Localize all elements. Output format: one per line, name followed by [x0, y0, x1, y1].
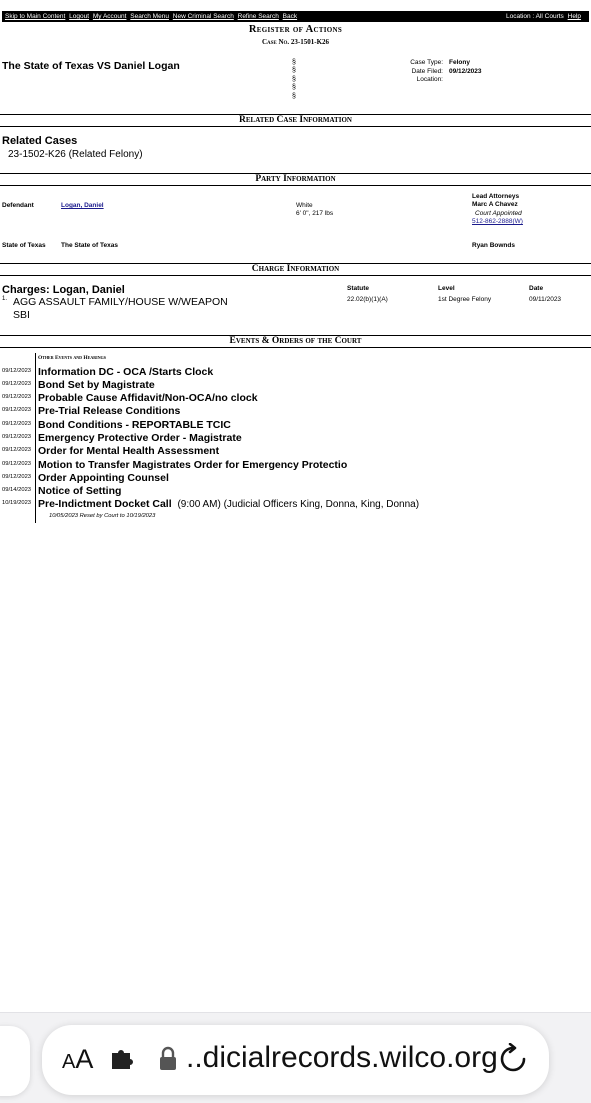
lock-icon [158, 1046, 178, 1072]
event-date: 09/12/2023 [2, 381, 32, 387]
top-nav-links [5, 13, 299, 20]
attorney-note: Court Appointed [475, 210, 522, 217]
event-text: Order for Mental Health Assessment [38, 445, 220, 457]
related-case-item: 23-1502-K26 (Related Felony) [8, 149, 143, 160]
text-size-icon[interactable]: AA [62, 1044, 94, 1074]
charge-description-line: SBI [13, 309, 30, 321]
defendant-name-link[interactable]: Logan, Daniel [61, 202, 104, 209]
defendant-physical: 6' 0", 217 lbs [296, 210, 334, 217]
skip-to-main-link[interactable]: Skip to Main Content [5, 13, 66, 20]
section-mark: § [292, 92, 296, 100]
related-case-section-header: Related Case Information [0, 114, 591, 127]
top-nav-right [506, 13, 583, 20]
event-text: Motion to Transfer Magistrates Order for Emergency Protectio [38, 459, 348, 471]
event-row [0, 379, 591, 392]
event-row [0, 445, 591, 458]
event-date: 09/12/2023 [2, 461, 32, 467]
event-date: 10/19/2023 [2, 500, 32, 506]
date-filed-label: Date Filed: [411, 67, 443, 75]
section-mark: § [292, 59, 296, 66]
section-marks [292, 59, 296, 101]
defendant-role: Defendant [2, 202, 34, 209]
case-number: Case No. 23-1501-K26 [261, 38, 330, 46]
charge-description-line: AGG ASSAULT FAMILY/HOUSE W/WEAPON [13, 296, 228, 308]
state-role: State of Texas [2, 242, 46, 249]
charge-number: 1. [2, 296, 8, 302]
location-label: Location : All Courts [506, 13, 564, 20]
event-date: 09/12/2023 [2, 368, 32, 374]
event-text: Notice of Setting [38, 485, 122, 497]
event-date: 09/12/2023 [2, 407, 32, 413]
charge-level: 1st Degree Felony [438, 296, 492, 303]
page-title: Register of Actions [248, 24, 343, 35]
section-mark: § [292, 75, 296, 83]
case-info-values [449, 59, 482, 76]
my-account-link[interactable]: My Account [92, 13, 127, 20]
party-section-header: Party Information [0, 173, 591, 186]
charges-heading: Charges: Logan, Daniel [2, 284, 125, 296]
event-text: Pre-Trial Release Conditions [38, 405, 181, 417]
previous-tab-preview[interactable] [0, 1026, 30, 1096]
state-attorney: Ryan Bownds [472, 242, 515, 249]
state-name: The State of Texas [61, 242, 118, 249]
new-criminal-search-link[interactable]: New Criminal Search [172, 13, 234, 20]
event-date: 09/14/2023 [2, 487, 32, 493]
search-menu-link[interactable]: Search Menu [130, 13, 169, 20]
section-mark: § [292, 67, 296, 75]
event-row [0, 459, 591, 472]
case-info-labels [410, 59, 443, 85]
event-date: 09/12/2023 [2, 447, 32, 453]
event-title: Pre-Indictment Docket Call [38, 498, 172, 510]
help-link[interactable]: Help [567, 13, 581, 20]
logout-link[interactable]: Logout [69, 13, 90, 20]
event-text: Bond Set by Magistrate [38, 379, 155, 391]
date-column-header: Date [529, 285, 544, 292]
event-row [0, 366, 591, 379]
statute-column-header: Statute [347, 285, 370, 292]
event-row [0, 419, 591, 432]
defendant-race: White [296, 202, 313, 209]
event-row [0, 392, 591, 405]
event-text [38, 498, 419, 510]
event-row [0, 498, 591, 511]
related-cases-heading: Related Cases [2, 135, 78, 147]
level-column-header: Level [438, 285, 455, 292]
refine-search-link[interactable]: Refine Search [237, 13, 279, 20]
charge-section-header: Charge Information [0, 263, 591, 276]
date-filed-value: 09/12/2023 [449, 67, 482, 75]
event-row [0, 485, 591, 498]
section-mark: § [292, 84, 296, 92]
event-text: Emergency Protective Order - Magistrate [38, 432, 242, 444]
charge-description [13, 296, 228, 322]
event-date: 09/12/2023 [2, 421, 32, 427]
event-text: Order Appointing Counsel [38, 472, 169, 484]
case-type-value: Felony [449, 59, 470, 66]
reload-icon[interactable] [498, 1043, 528, 1075]
charge-statute: 22.02(b)(1)(A) [347, 296, 388, 303]
top-nav-bar [2, 11, 589, 22]
location-field-label: Location: [416, 76, 443, 83]
charge-date: 09/11/2023 [529, 296, 562, 303]
event-date: 09/12/2023 [2, 474, 32, 480]
case-type-label: Case Type: [410, 59, 443, 66]
event-row [0, 432, 591, 445]
case-name: The State of Texas VS Daniel Logan [2, 60, 180, 72]
attorney-name: Marc A Chavez [472, 201, 518, 208]
puzzle-icon[interactable] [108, 1045, 136, 1073]
event-text: Bond Conditions - REPORTABLE TCIC [38, 419, 231, 431]
event-text: Probable Cause Affidavit/Non-OCA/no clock [38, 392, 258, 404]
attorney-phone-link[interactable]: 512-862-2888(W) [472, 218, 523, 225]
lead-attorneys-label: Lead Attorneys [472, 193, 520, 200]
events-subheading: Other Events and Hearings [38, 355, 106, 361]
event-row [0, 472, 591, 485]
events-section-header: Events & Orders of the Court [0, 335, 591, 348]
event-date: 09/12/2023 [2, 394, 32, 400]
event-row [0, 405, 591, 418]
url-text[interactable]: ​..dicialrecords.wilco.org [186, 1041, 498, 1074]
event-extra: (9:00 AM) (Judicial Officers King, Donna, King, Donna) [177, 499, 420, 510]
event-text: Information DC - OCA /Starts Clock [38, 366, 214, 378]
back-link[interactable]: Back [282, 13, 298, 20]
event-reset-note: 10/05/2023 Reset by Court to 10/19/2023 [49, 513, 156, 519]
event-date: 09/12/2023 [2, 434, 32, 440]
